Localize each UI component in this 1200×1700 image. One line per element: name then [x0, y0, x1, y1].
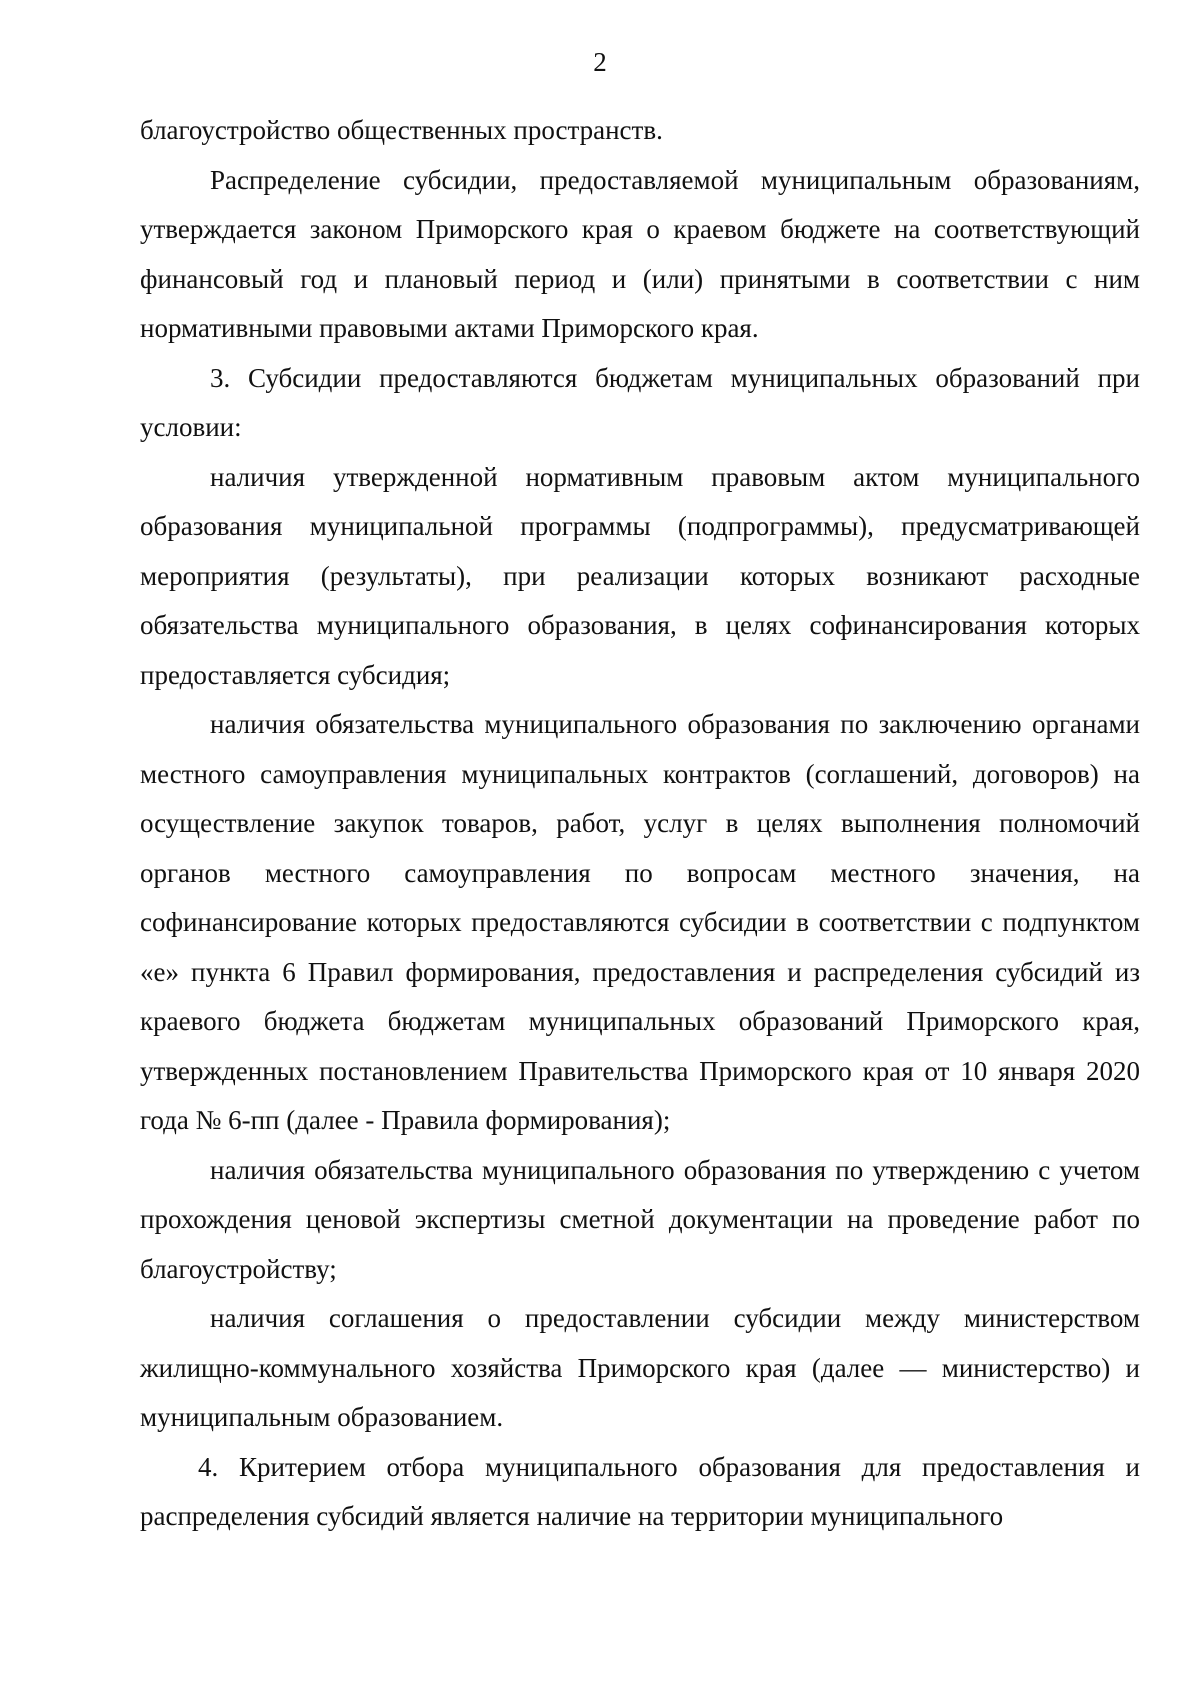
- paragraph-condition-program: наличия утвержденной нормативным правовым актом муниципального образования муниципальной программы (подпрограммы), предусматривающей мероприятия (результаты), при реализации которых возникают расходные обязательства муниципального образования, в целях софинансирования которых предоставляется субсидия;: [140, 461, 1140, 690]
- paragraph-continuation: благоустройство общественных пространств.: [140, 115, 663, 145]
- document-body: [140, 106, 1140, 1542]
- paragraph-condition-estimates: наличия обязательства муниципального образования по утверждению с учетом прохождения ценовой экспертизы сметной документации на проведение работ по благоустройству;: [140, 1154, 1140, 1284]
- paragraph-item-4: 4. Критерием отбора муниципального образования для предоставления и распределения субсидий является наличие на территории муниципального: [140, 1451, 1140, 1531]
- paragraph-condition-contracts: наличия обязательства муниципального образования по заключению органами местного самоуправления муниципальных контрактов (соглашений, договоров) на осуществление закупок товаров, работ, услуг в целях выполнения полномочий органов местного самоуправления по вопросам местного значения, на софинансирование которых предоставляются субсидии в соответствии с подпунктом «е» пункта 6 Правил формирования, предоставления и распределения субсидий из краевого бюджета бюджетам муниципальных образований Приморского края, утвержденных постановлением Правительства Приморского края от 10 января 2020 года № 6-пп (далее - Правила формирования);: [140, 709, 1140, 1135]
- paragraph-item-3: 3. Субсидии предоставляются бюджетам муниципальных образований при условии:: [140, 362, 1140, 442]
- paragraph-distribution: Распределение субсидии, предоставляемой муниципальным образованиям, утверждается законом Приморского края о краевом бюджете на соответствующий финансовый год и плановый период и (или) принятыми в соответствии с ним нормативными правовыми актами Приморского края.: [140, 164, 1140, 343]
- page-number: 2: [593, 47, 607, 77]
- paragraph-condition-agreement: наличия соглашения о предоставлении субсидии между министерством жилищно-коммунального хозяйства Приморского края (далее — министерство) и муниципальным образованием.: [140, 1303, 1140, 1432]
